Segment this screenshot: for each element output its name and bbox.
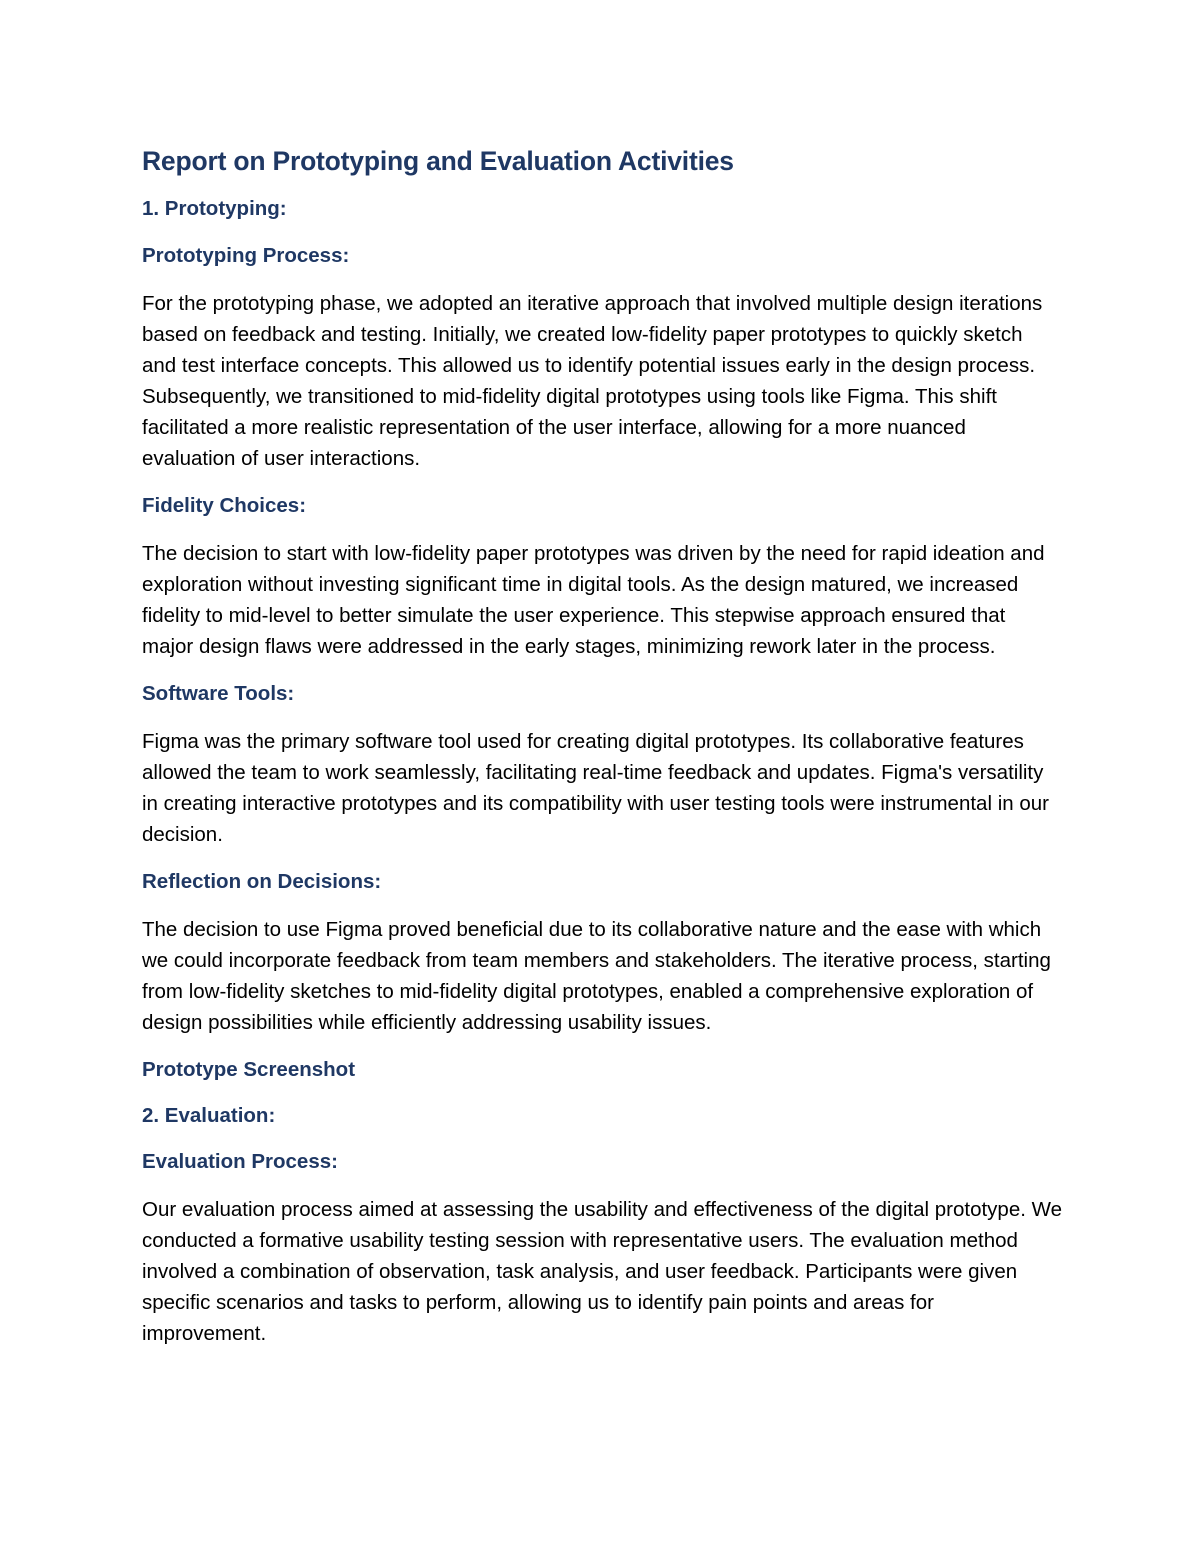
paragraph-software-tools: Figma was the primary software tool used for creating digital prototypes. Its collaborative features allowed the team to work seamlessly, facilitating real-time feedback and updates. Figma's versatility in creating interactive prototypes and its compatibility with user testing tools were instrumental in our decision.	[142, 730, 1049, 846]
paragraph-fidelity-choices: The decision to start with low-fidelity paper prototypes was driven by the need for rapid ideation and exploration without investing significant time in digital tools. As the design matured, we increased fidelity to mid-level to better simulate the user experience. This stepwise approach ensured that major design flaws were addressed in the early stages, minimizing rework later in the process.	[142, 542, 1045, 658]
paragraph-evaluation-process: Our evaluation process aimed at assessing the usability and effectiveness of the digital prototype. We conducted a formative usability testing session with representative users. The evaluation method involved a combination of observation, task analysis, and user feedback. Participants were given specific scenarios and tasks to perform, allowing us to identify pain points and areas for improvement.	[142, 1198, 1062, 1345]
heading-evaluation: 2. Evaluation:	[142, 1104, 276, 1127]
heading-software-tools: Software Tools:	[142, 682, 295, 705]
heading-fidelity-choices: Fidelity Choices:	[142, 494, 307, 517]
heading-prototyping: 1. Prototyping:	[142, 197, 287, 220]
paragraph-prototyping-process: For the prototyping phase, we adopted an iterative approach that involved multiple design iterations based on feedback and testing. Initially, we created low-fidelity paper prototypes to quickly sketch and test interface concepts. This allowed us to identify potential issues early in the design process. Subsequently, we transitioned to mid-fidelity digital prototypes using tools like Figma. This shift facilitated a more realistic representation of the user interface, allowing for a more nuanced evaluation of user interactions.	[142, 292, 1043, 470]
heading-evaluation-process: Evaluation Process:	[142, 1150, 338, 1173]
heading-reflection: Reflection on Decisions:	[142, 870, 382, 893]
heading-prototyping-process: Prototyping Process:	[142, 244, 350, 267]
document-title: Report on Prototyping and Evaluation Activities	[142, 146, 734, 176]
paragraph-reflection: The decision to use Figma proved beneficial due to its collaborative nature and the ease with which we could incorporate feedback from team members and stakeholders. The iterative process, starting from low-fidelity sketches to mid-fidelity digital prototypes, enabled a comprehensive exploration of design possibilities while efficiently addressing usability issues.	[142, 918, 1051, 1034]
document-page	[142, 140, 1062, 1349]
heading-prototype-screenshot: Prototype Screenshot	[142, 1058, 356, 1081]
